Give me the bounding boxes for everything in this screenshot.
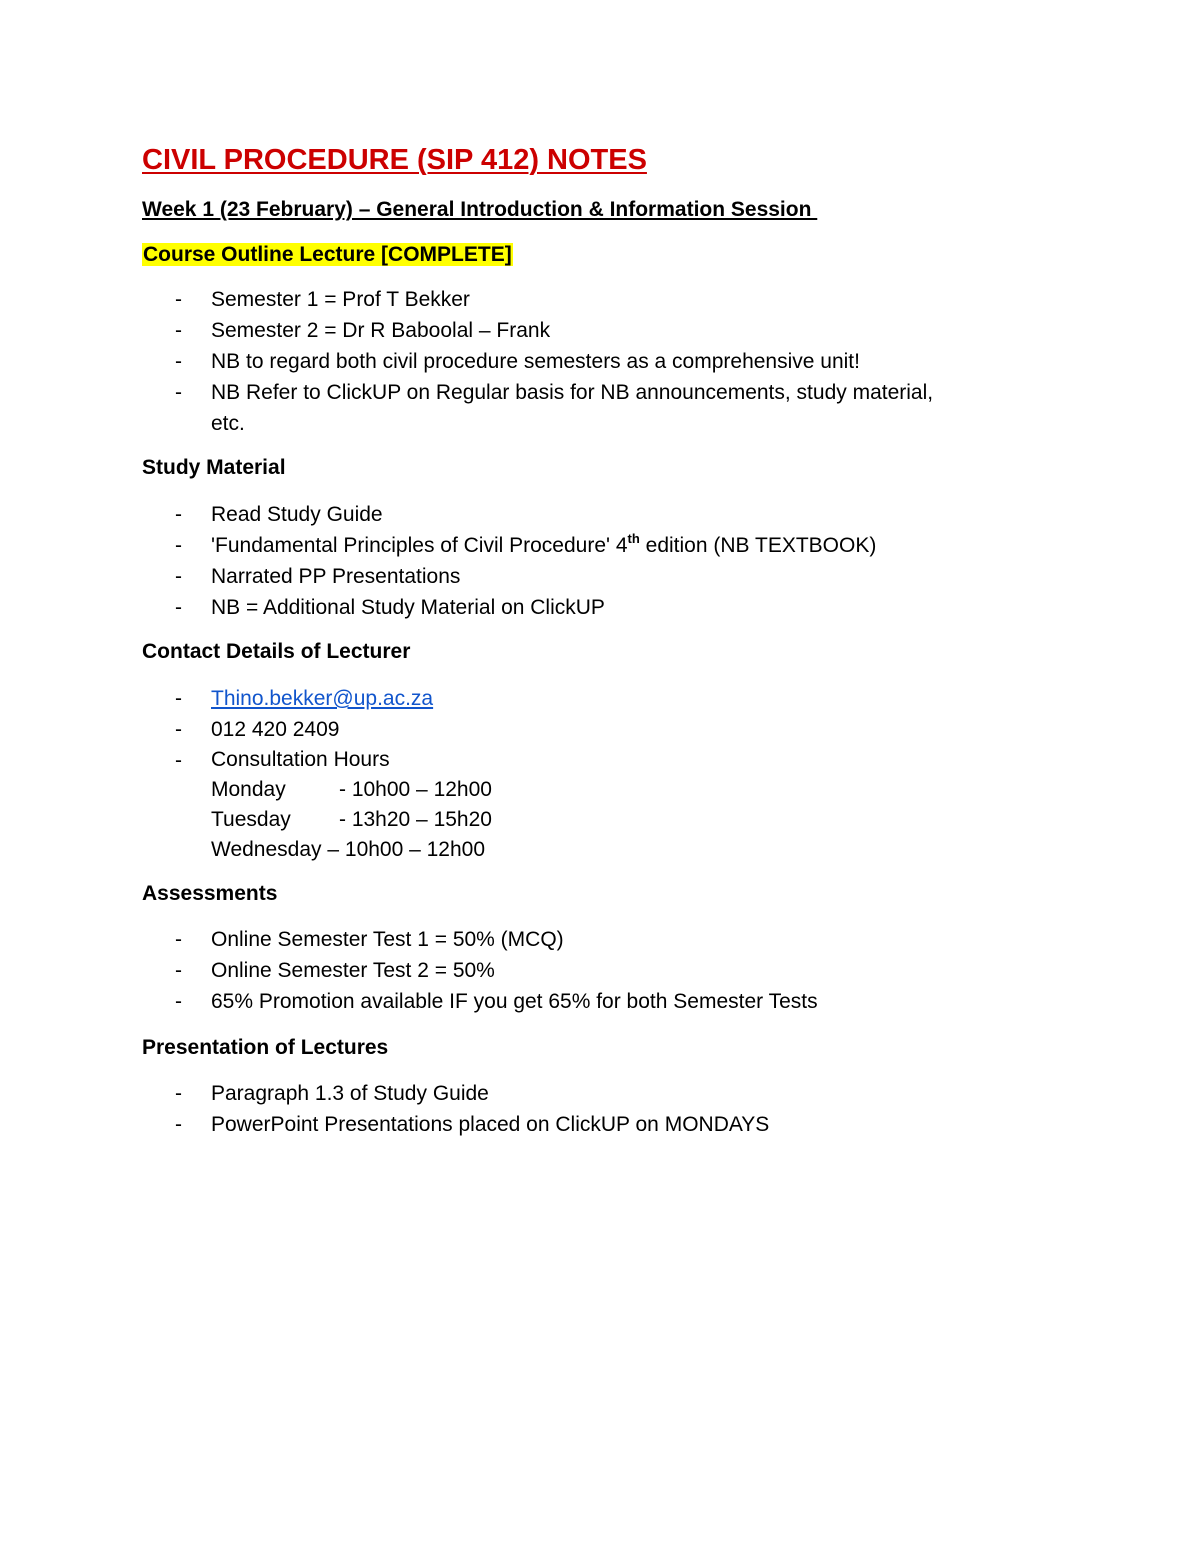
list-item-text: Semester 2 = Dr R Baboolal – Frank <box>211 319 551 342</box>
list-item <box>0 346 933 377</box>
email-link[interactable]: Thino.bekker@up.ac.za <box>211 687 434 710</box>
document-title: CIVIL PROCEDURE (SIP 412) NOTES <box>142 144 647 176</box>
bullet-dash: - <box>175 928 182 951</box>
list-item <box>0 986 818 1017</box>
list-item-text: PowerPoint Presentations placed on ClickUP on MONDAYS <box>211 1113 770 1136</box>
list-item-text: Read Study Guide <box>211 503 383 526</box>
list-item <box>0 955 818 986</box>
presentation-heading: Presentation of Lectures <box>142 1036 389 1059</box>
schedule-day: Tuesday <box>211 808 291 831</box>
schedule-time: - 10h00 – 12h00 <box>339 778 492 801</box>
list-item-text: Online Semester Test 1 = 50% (MCQ) <box>211 928 564 951</box>
textbook-edition: edition (NB TEXTBOOK) <box>639 534 877 557</box>
list-item-text: Semester 1 = Prof T Bekker <box>211 288 470 311</box>
bullet-dash: - <box>175 288 182 311</box>
bullet-dash: - <box>175 350 182 373</box>
bullet-dash: - <box>175 749 182 772</box>
bullet-dash: - <box>175 990 182 1013</box>
consultation-label: Consultation Hours <box>211 748 390 771</box>
list-item <box>0 714 492 745</box>
bullet-dash: - <box>175 1113 182 1136</box>
list-item-text: Paragraph 1.3 of Study Guide <box>211 1082 489 1105</box>
list-item <box>0 1078 769 1109</box>
list-item <box>0 315 933 346</box>
contact-heading: Contact Details of Lecturer <box>142 640 411 663</box>
bullet-dash: - <box>175 959 182 982</box>
list-item <box>0 530 876 561</box>
schedule-time: - 13h20 – 15h20 <box>339 808 492 831</box>
bullet-dash: - <box>175 534 182 557</box>
bullet-dash: - <box>175 1082 182 1105</box>
list-item-text: NB Refer to ClickUP on Regular basis for NB announcements, study material, <box>211 381 934 404</box>
presentation-list <box>0 1078 769 1140</box>
bullet-dash: - <box>175 319 182 342</box>
textbook-title: 'Fundamental Principles of Civil Procedure' 4 <box>211 534 628 557</box>
list-item <box>0 284 933 315</box>
list-item <box>0 683 492 714</box>
bullet-dash: - <box>175 503 182 526</box>
list-item-text: Online Semester Test 2 = 50% <box>211 959 495 982</box>
assessments-list <box>0 924 818 1017</box>
bullet-dash: - <box>175 381 182 404</box>
course-outline-list <box>0 284 933 439</box>
bullet-dash: - <box>175 565 182 588</box>
bullet-dash: - <box>175 687 182 710</box>
study-material-heading: Study Material <box>142 456 286 479</box>
study-material-list <box>0 499 876 623</box>
list-item-text: NB = Additional Study Material on ClickUP <box>211 596 605 619</box>
assessments-heading: Assessments <box>142 882 278 905</box>
bullet-dash: - <box>175 718 182 741</box>
week-heading: Week 1 (23 February) – General Introduction & Information Session <box>142 198 818 221</box>
phone-number: 012 420 2409 <box>211 718 340 741</box>
list-item <box>0 561 876 592</box>
course-outline-heading <box>142 241 513 269</box>
schedule-day: Monday <box>211 778 286 801</box>
list-item <box>0 924 818 955</box>
course-outline-highlight: Course Outline Lecture [COMPLETE] <box>143 243 512 266</box>
ordinal-suffix: th <box>627 531 640 546</box>
list-item <box>0 592 876 623</box>
list-item-text: NB to regard both civil procedure semesters as a comprehensive unit! <box>211 350 860 373</box>
list-item <box>0 1109 769 1140</box>
list-item-text: 65% Promotion available IF you get 65% for both Semester Tests <box>211 990 818 1013</box>
schedule-row <box>211 775 492 805</box>
contact-list <box>0 683 492 865</box>
list-item <box>0 377 933 439</box>
list-item-text: Narrated PP Presentations <box>211 565 461 588</box>
schedule-time: – 10h00 – 12h00 <box>327 838 486 861</box>
list-item <box>0 499 876 530</box>
schedule-row <box>211 835 492 865</box>
list-item <box>0 745 492 865</box>
schedule-row <box>211 805 492 835</box>
list-item-text-continued: etc. <box>211 412 245 435</box>
schedule-day: Wednesday <box>211 838 322 861</box>
bullet-dash: - <box>175 596 182 619</box>
